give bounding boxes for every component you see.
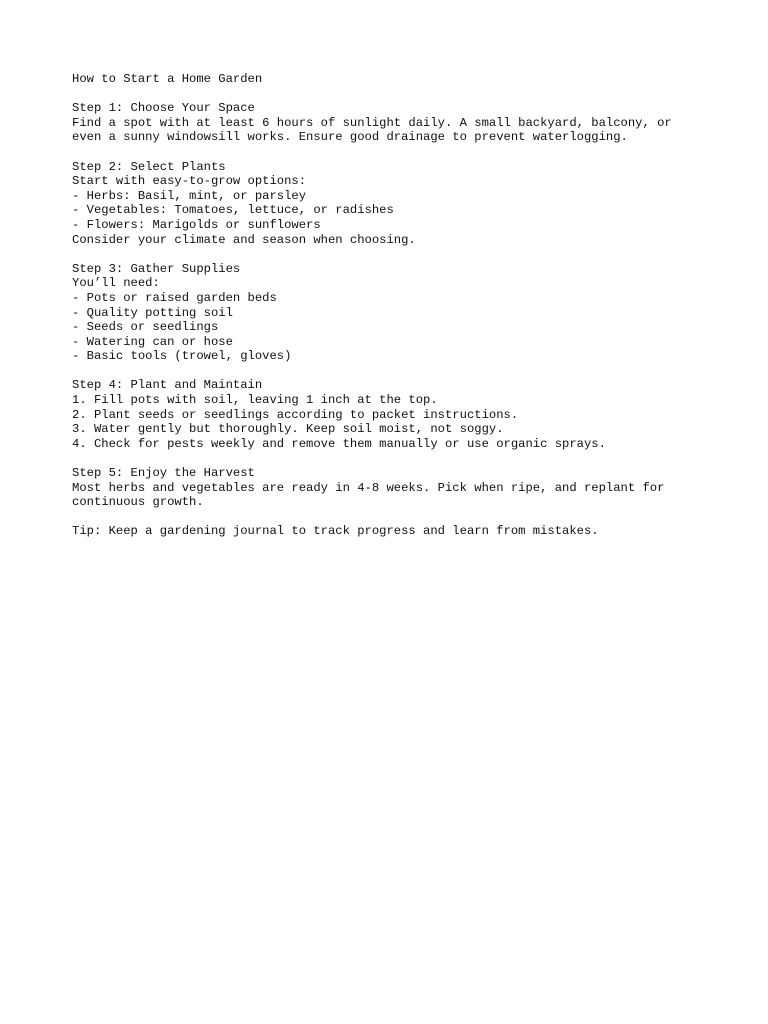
paragraph-line: Consider your climate and season when choosing.: [72, 232, 416, 247]
list-item: - Vegetables: Tomatoes, lettuce, or radishes: [72, 203, 394, 218]
paragraph-line: continuous growth.: [72, 495, 204, 510]
section-heading: Step 3: Gather Supplies: [72, 261, 241, 276]
spacer: [72, 451, 712, 466]
document-page: [72, 72, 712, 539]
section-heading: Step 4: Plant and Maintain: [72, 378, 263, 393]
list-item: - Flowers: Marigolds or sunflowers: [72, 217, 321, 232]
paragraph-line: even a sunny windowsill works. Ensure good drainage to prevent waterlogging.: [72, 130, 628, 145]
spacer: [72, 247, 712, 262]
spacer: [72, 364, 712, 379]
paragraph-line: Most herbs and vegetables are ready in 4-8 weeks. Pick when ripe, and replant for: [72, 480, 665, 495]
paragraph-line: You’ll need:: [72, 276, 160, 291]
list-item: 3. Water gently but thoroughly. Keep soil moist, not soggy.: [72, 422, 504, 437]
list-item: - Pots or raised garden beds: [72, 290, 277, 305]
section-step-3: [72, 262, 712, 364]
spacer: [72, 510, 712, 525]
list-item: 4. Check for pests weekly and remove them manually or use organic sprays.: [72, 436, 606, 451]
spacer: [72, 87, 712, 102]
spacer: [72, 145, 712, 160]
paragraph-line: Find a spot with at least 6 hours of sunlight daily. A small backyard, balcony, or: [72, 115, 672, 130]
section-heading: Step 5: Enjoy the Harvest: [72, 466, 255, 481]
list-item: - Basic tools (trowel, gloves): [72, 349, 292, 364]
section-heading: Step 1: Choose Your Space: [72, 101, 255, 116]
section-step-4: [72, 378, 712, 451]
list-item: 2. Plant seeds or seedlings according to packet instructions.: [72, 407, 519, 422]
list-item: 1. Fill pots with soil, leaving 1 inch at the top.: [72, 393, 438, 408]
tip-text: Tip: Keep a gardening journal to track progress and learn from mistakes.: [72, 524, 599, 539]
section-step-5: [72, 466, 712, 510]
list-item: - Herbs: Basil, mint, or parsley: [72, 188, 307, 203]
section-step-2: [72, 160, 712, 248]
section-step-1: [72, 101, 712, 145]
paragraph-line: Start with easy-to-grow options:: [72, 174, 307, 189]
section-heading: Step 2: Select Plants: [72, 159, 226, 174]
list-item: - Watering can or hose: [72, 334, 233, 349]
document-title: How to Start a Home Garden: [72, 72, 263, 86]
list-item: - Quality potting soil: [72, 305, 233, 320]
list-item: - Seeds or seedlings: [72, 320, 219, 335]
